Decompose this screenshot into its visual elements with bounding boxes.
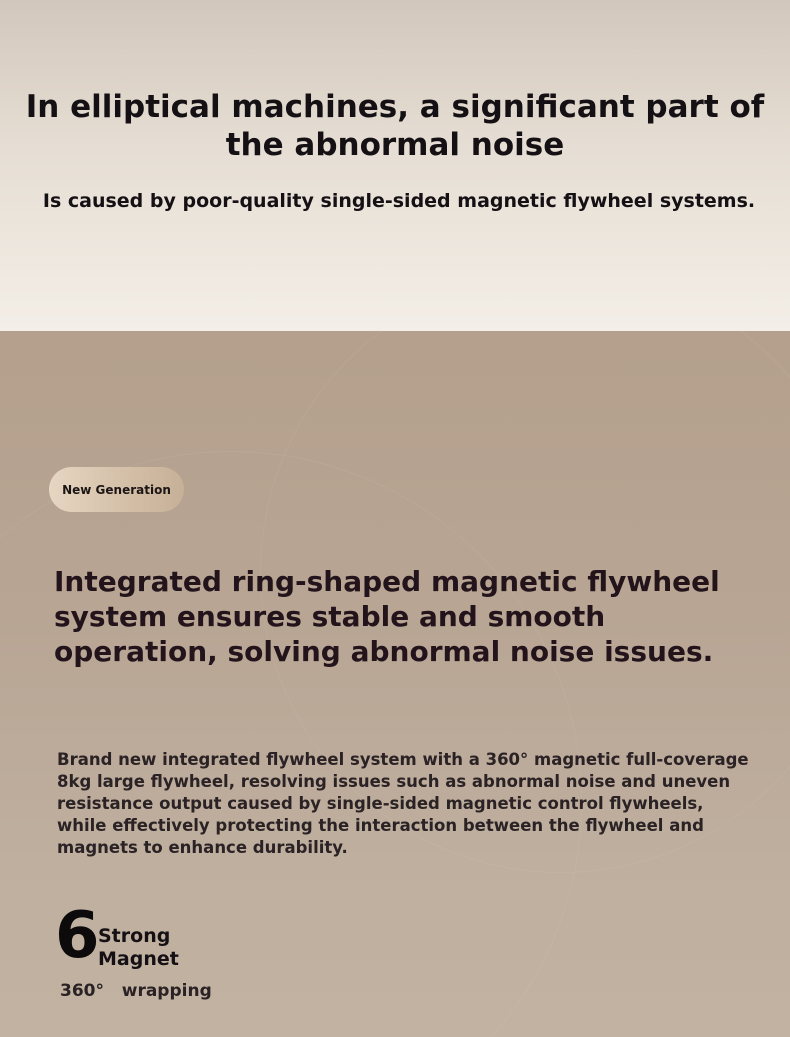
stat-label-line2: Magnet (98, 948, 179, 970)
badge-label: New Generation (62, 482, 171, 497)
subheadline: Is caused by poor-quality single-sided magnetic flywheel systems. (42, 190, 756, 212)
intro-section (0, 0, 790, 331)
feature-section (0, 331, 790, 1037)
stat-label-line1: Strong (98, 925, 171, 947)
stat-number: 6 (55, 899, 100, 973)
feature-description: Brand new integrated flywheel system with a 360° magnetic full-coverage 8kg large flywheel, resolving issues such as abnormal noise and uneven resistance output caused by single-sided magnetic control flywheels, while effectively protecting the interaction between the flywheel and magnets to enhance durability. (57, 750, 749, 857)
feature-title: Integrated ring-shaped magnetic flywheel system ensures stable and smooth operation, solving abnormal noise issues. (54, 565, 720, 668)
stat-label (98, 925, 218, 971)
new-generation-badge (49, 467, 184, 512)
headline: In elliptical machines, a significant part of the abnormal noise (25, 89, 765, 163)
stat-subtext: 360° wrapping (60, 981, 212, 1001)
